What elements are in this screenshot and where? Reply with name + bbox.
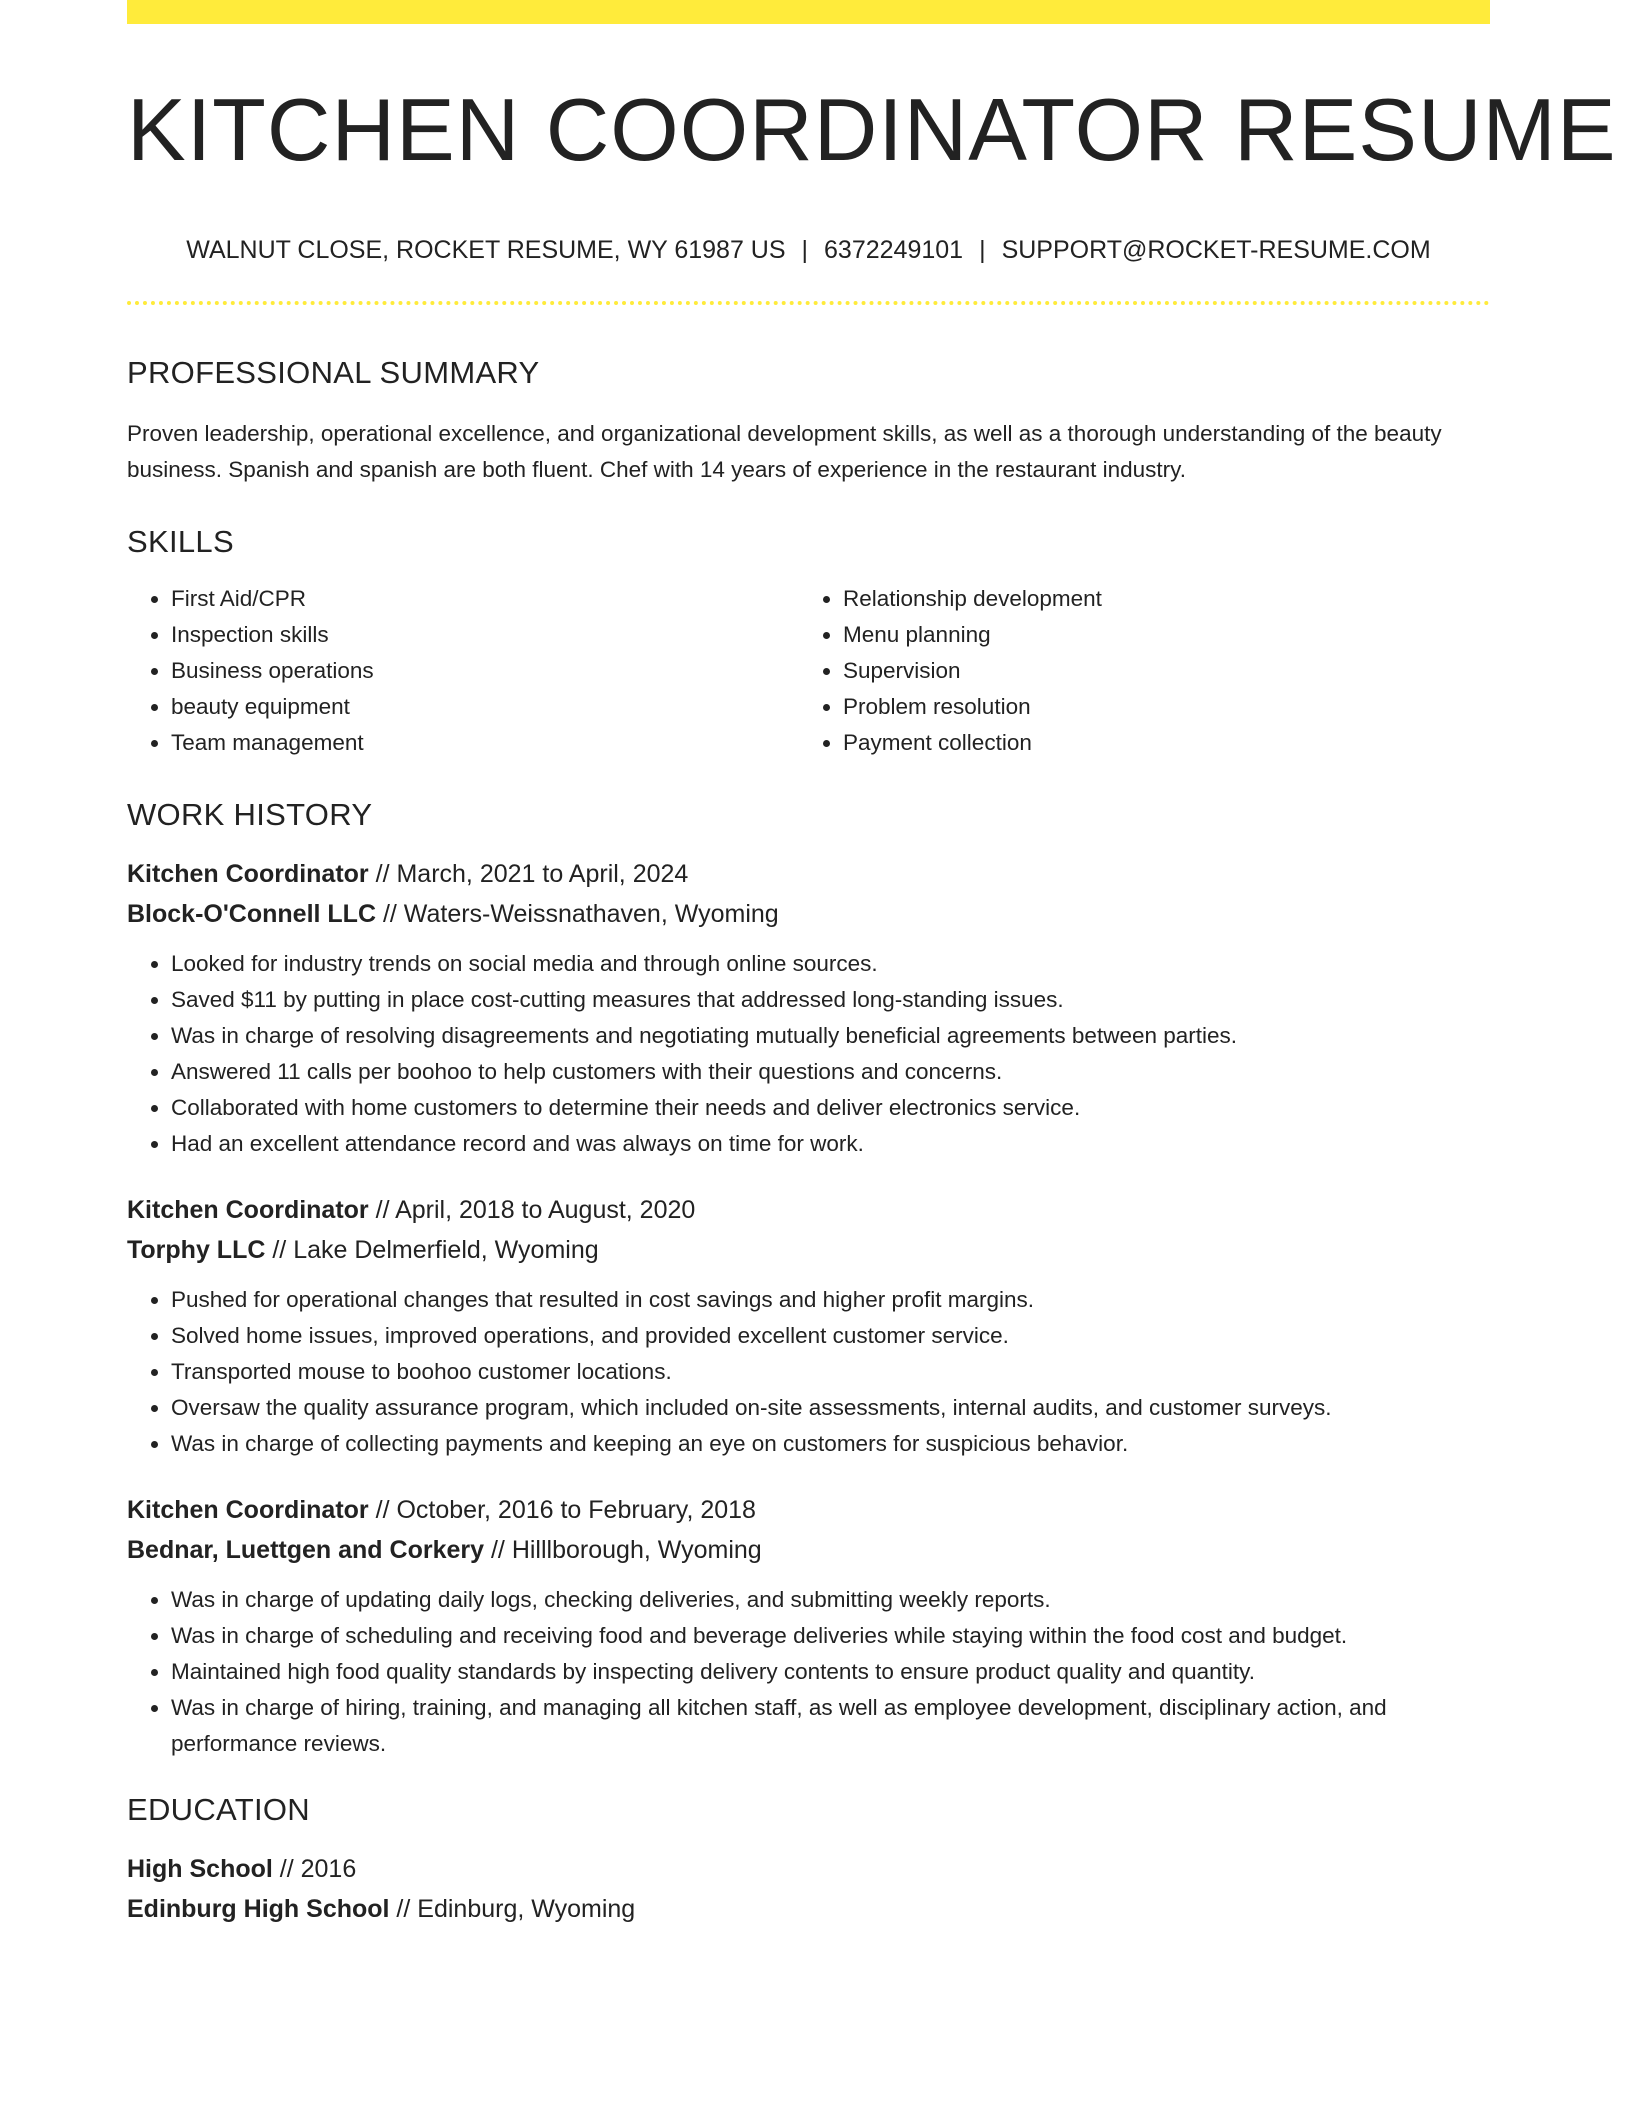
skill-item: • Inspection skills bbox=[171, 617, 799, 653]
job-bullet: • Pushed for operational changes that resulted in cost savings and higher profit margins. bbox=[171, 1282, 1490, 1318]
skills-heading: SKILLS bbox=[127, 524, 234, 559]
skill-item: • Menu planning bbox=[843, 617, 1471, 653]
skills-list-right bbox=[799, 581, 1471, 761]
job-company-line bbox=[127, 1230, 1490, 1270]
job-company: Torphy LLC bbox=[127, 1236, 266, 1264]
job-bullet: • Was in charge of scheduling and receiving food and beverage deliveries while staying within the food cost and budget. bbox=[171, 1618, 1490, 1654]
job-separator: // bbox=[484, 1536, 512, 1564]
job-bullet: • Solved home issues, improved operations, and provided excellent customer service. bbox=[171, 1318, 1490, 1354]
skill-item: • beauty equipment bbox=[171, 689, 799, 725]
job-bullet: • Had an excellent attendance record and was always on time for work. bbox=[171, 1126, 1490, 1162]
summary-text: Proven leadership, operational excellence, and organizational development skills, as well as a thorough understanding of the beauty business. Spanish and spanish are both fluent. Chef with 14 years of experience in the restaurant industry. bbox=[127, 421, 1442, 482]
job-bullet: • Was in charge of hiring, training, and managing all kitchen staff, as well as employee development, disciplinary action, and performance reviews. bbox=[171, 1690, 1490, 1762]
skill-item: • Business operations bbox=[171, 653, 799, 689]
job-bullet: • Was in charge of updating daily logs, checking deliveries, and submitting weekly reports. bbox=[171, 1582, 1490, 1618]
job-bullets bbox=[127, 1582, 1490, 1762]
job-title: Kitchen Coordinator bbox=[127, 1496, 369, 1524]
job-title: Kitchen Coordinator bbox=[127, 860, 369, 888]
job-location: Lake Delmerfield, Wyoming bbox=[293, 1236, 599, 1264]
education-school: Edinburg High School bbox=[127, 1895, 390, 1923]
education-location: Edinburg, Wyoming bbox=[417, 1895, 636, 1923]
job-entry bbox=[127, 1490, 1490, 1762]
job-location: Waters-Weissnathaven, Wyoming bbox=[403, 900, 779, 928]
job-separator: // bbox=[265, 1236, 294, 1264]
job-dates: October, 2016 to February, 2018 bbox=[396, 1496, 756, 1524]
skill-item: • Problem resolution bbox=[843, 689, 1471, 725]
job-separator: // bbox=[368, 1196, 396, 1224]
skill-item: • Supervision bbox=[843, 653, 1471, 689]
job-separator: // bbox=[368, 860, 397, 888]
job-bullets bbox=[127, 1282, 1490, 1462]
top-accent-bar bbox=[127, 0, 1490, 24]
job-entry bbox=[127, 1190, 1490, 1462]
dotted-divider bbox=[127, 301, 1490, 305]
job-company-line bbox=[127, 1530, 1490, 1570]
job-bullet: • Maintained high food quality standards by inspecting delivery contents to ensure product quality and quantity. bbox=[171, 1654, 1490, 1690]
education-heading: EDUCATION bbox=[127, 1792, 310, 1827]
resume-title: KITCHEN COORDINATOR RESUME bbox=[127, 80, 1617, 179]
contact-separator: | bbox=[801, 236, 809, 264]
job-title-line bbox=[127, 1190, 1490, 1230]
contact-phone: 6372249101 bbox=[824, 236, 964, 264]
job-bullet: • Collaborated with home customers to determine their needs and deliver electronics service. bbox=[171, 1090, 1490, 1126]
summary-heading: PROFESSIONAL SUMMARY bbox=[127, 355, 540, 390]
job-location: Hilllborough, Wyoming bbox=[511, 1536, 762, 1564]
skill-item: • Relationship development bbox=[843, 581, 1471, 617]
job-title-line bbox=[127, 1490, 1490, 1530]
skill-item: • Team management bbox=[171, 725, 799, 761]
job-bullet: • Answered 11 calls per boohoo to help customers with their questions and concerns. bbox=[171, 1054, 1490, 1090]
job-bullet: • Saved $11 by putting in place cost-cutting measures that addressed long-standing issues. bbox=[171, 982, 1490, 1018]
job-company: Block-O'Connell LLC bbox=[127, 900, 376, 928]
skill-item: • Payment collection bbox=[843, 725, 1471, 761]
education-degree-line bbox=[127, 1849, 1490, 1889]
contact-line bbox=[127, 238, 1490, 263]
skill-item: • First Aid/CPR bbox=[171, 581, 799, 617]
skills-grid bbox=[127, 581, 1490, 761]
education-degree: High School bbox=[127, 1855, 273, 1883]
job-bullet: • Transported mouse to boohoo customer locations. bbox=[171, 1354, 1490, 1390]
education-school-line bbox=[127, 1889, 1490, 1929]
skills-list-left bbox=[127, 581, 799, 761]
job-company: Bednar, Luettgen and Corkery bbox=[127, 1536, 485, 1564]
job-separator: // bbox=[376, 900, 404, 928]
job-bullet: • Was in charge of collecting payments and keeping an eye on customers for suspicious behavior. bbox=[171, 1426, 1490, 1462]
education-separator: // bbox=[389, 1895, 418, 1923]
work-history-heading: WORK HISTORY bbox=[127, 797, 373, 832]
job-separator: // bbox=[368, 1496, 397, 1524]
contact-email: SUPPORT@ROCKET-RESUME.COM bbox=[1001, 236, 1431, 264]
job-bullet: • Was in charge of resolving disagreements and negotiating mutually beneficial agreements between parties. bbox=[171, 1018, 1490, 1054]
contact-separator: | bbox=[979, 236, 986, 264]
job-bullet: • Oversaw the quality assurance program, which included on-site assessments, internal audits, and customer surveys. bbox=[171, 1390, 1490, 1426]
job-entry bbox=[127, 854, 1490, 1162]
job-dates: April, 2018 to August, 2020 bbox=[395, 1196, 696, 1224]
contact-address: WALNUT CLOSE, ROCKET RESUME, WY 61987 US bbox=[186, 236, 786, 264]
job-title-line bbox=[127, 854, 1490, 894]
education-entry bbox=[127, 1849, 1490, 1929]
education-separator: // bbox=[272, 1855, 301, 1883]
job-bullets bbox=[127, 946, 1490, 1162]
education-year: 2016 bbox=[300, 1855, 357, 1883]
job-title: Kitchen Coordinator bbox=[127, 1196, 369, 1224]
job-company-line bbox=[127, 894, 1490, 934]
job-bullet: • Looked for industry trends on social media and through online sources. bbox=[171, 946, 1490, 982]
job-dates: March, 2021 to April, 2024 bbox=[396, 860, 689, 888]
resume-page bbox=[127, 0, 1617, 1929]
